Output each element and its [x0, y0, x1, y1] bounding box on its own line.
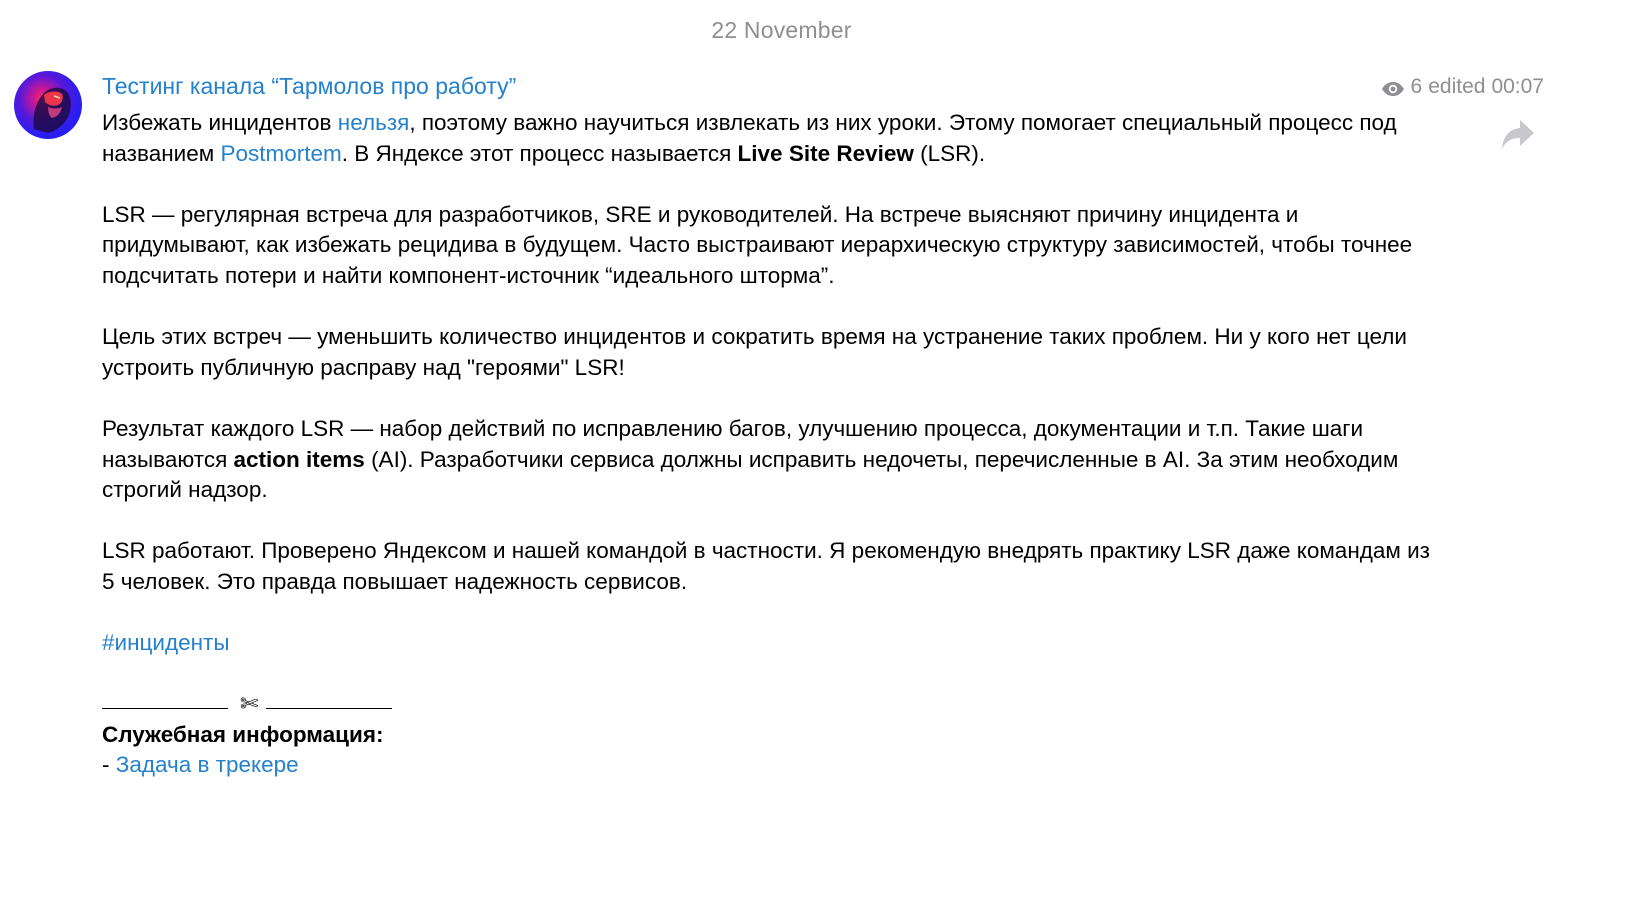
- task-tracker-link[interactable]: Задача в трекере: [115, 752, 299, 778]
- separator-dash-right: [266, 708, 392, 710]
- scissors-separator: [102, 689, 1447, 720]
- bold-action-items: action items: [233, 446, 365, 472]
- channel-avatar[interactable]: [14, 71, 82, 139]
- message-time: 00:07: [1491, 75, 1544, 98]
- paragraph-4: [102, 414, 1447, 506]
- paragraph-2: LSR — регулярная встреча для разработчиков, SRE и руководителей. На встрече выясняют причину инцидента и придумывают, как избежать рецидива в будущем. Часто выстраивают иерархическую структуру зависимостей, чтобы точнее подсчитать потери и найти компонент-источник “идеального шторма”.: [102, 201, 1413, 288]
- avatar-image: [14, 71, 82, 139]
- message-text: [102, 108, 1447, 781]
- bold-live-site-review: Live Site Review: [737, 140, 914, 166]
- channel-name[interactable]: Тестинг канала “Тармолов про работу”: [102, 73, 517, 99]
- task-line: [102, 750, 1447, 781]
- hashtag-link[interactable]: #инциденты: [102, 630, 230, 656]
- date-separator: 22 November: [711, 17, 852, 43]
- link-nelzya[interactable]: нельзя: [337, 110, 410, 135]
- separator-dash-left: [102, 708, 228, 710]
- paragraph-5: LSR работают. Проверено Яндексом и нашей командой в частности. Я рекомендую внедрять практику LSR даже командам из 5 человек. Это правда повышает надежность сервисов.: [102, 538, 1430, 594]
- service-info-label: Служебная информация:: [102, 721, 384, 747]
- scissors-icon: ✄: [240, 691, 259, 717]
- text-segment: Избежать инцидентов: [102, 110, 338, 135]
- text-segment: (LSR).: [913, 140, 986, 166]
- text-segment: . В Яндексе этот процесс называется: [341, 140, 738, 166]
- edited-label: edited: [1428, 75, 1486, 98]
- views-count: 6: [1410, 75, 1423, 98]
- forward-button[interactable]: [1500, 118, 1536, 152]
- paragraph-3: Цель этих встреч — уменьшить количество инцидентов и сократить время на устранение таких проблем. Ни у кого нет цели устроить публичную расправу над "героями" LSR!: [102, 324, 1407, 380]
- paragraph-1: [102, 108, 1447, 169]
- task-prefix: -: [102, 752, 116, 778]
- link-postmortem[interactable]: Postmortem: [220, 140, 342, 166]
- hashtag-paragraph: [102, 628, 1447, 659]
- text-segment: (AI). Разработчики сервиса должны исправить недочеты, перечисленные в AI. За этим необходим строгий надзор.: [102, 446, 1399, 503]
- text-segment: , поэтому важно научиться извлекать из них уроки. Этому помогает специальный процесс под названием: [102, 110, 1397, 166]
- forward-arrow-icon: [1500, 118, 1536, 152]
- text-segment: Результат каждого LSR — набор действий по исправлению багов, улучшению процесса, документации и т.п. Такие шаги называются: [102, 415, 1364, 472]
- message-meta: [1381, 75, 1544, 99]
- eye-icon: [1381, 79, 1405, 95]
